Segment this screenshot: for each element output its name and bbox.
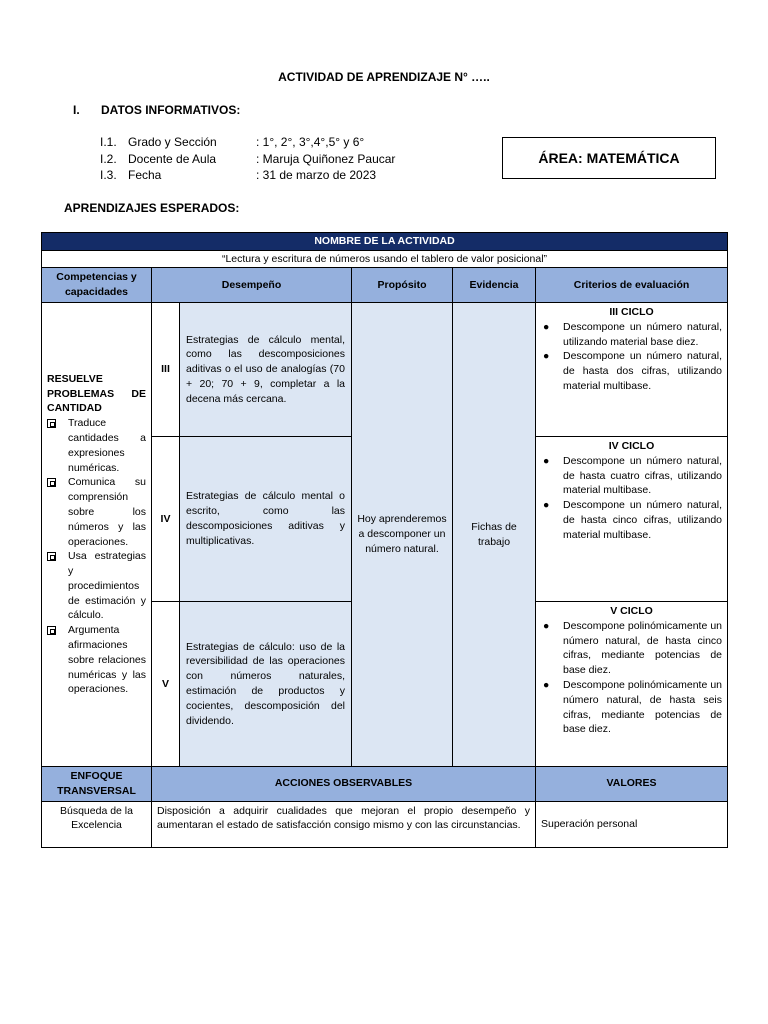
info-row-grado xyxy=(100,135,364,149)
header-desempeno: Desempeño xyxy=(152,268,352,303)
competencia-title: RESUELVE PROBLEMAS DE CANTIDAD xyxy=(47,372,146,415)
capacidad-text: Comunica su comprensión sobre los números y las operaciones. xyxy=(68,476,146,548)
header-criterios: Criterios de evaluación xyxy=(536,268,728,303)
header-proposito: Propósito xyxy=(352,268,453,303)
capacidad-text: Argumenta afirmaciones sobre relaciones numéricas y las operaciones. xyxy=(68,624,146,696)
section-number: I. xyxy=(73,103,80,117)
info-value: : 31 de marzo de 2023 xyxy=(256,168,377,182)
criterio-item: ● Descompone un número natural, de hasta cinco cifras, utilizando material multibase. xyxy=(543,499,723,541)
header-competencias: Competencias y capacidades xyxy=(42,268,152,303)
valores-cell: Superación personal xyxy=(536,801,728,847)
proposito-cell: Hoy aprenderemos a descomponer un número natural. xyxy=(352,303,453,767)
section-datos-informativos xyxy=(73,103,240,117)
capacidad-item xyxy=(47,623,146,697)
competencias-cell xyxy=(42,303,152,767)
info-label: Docente de Aula xyxy=(128,152,217,166)
ciclo-heading: V CICLO xyxy=(610,605,653,617)
checkbox-icon xyxy=(47,552,56,561)
header-evidencia: Evidencia xyxy=(453,268,536,303)
desempeno-text: Estrategias de cálculo mental o escrito, como las descomposiciones aditivas y multiplicativas. xyxy=(180,437,352,602)
criterios-cell xyxy=(536,602,728,767)
info-label: Grado y Sección xyxy=(128,135,217,149)
checkbox-icon xyxy=(47,626,56,635)
capacidad-text: Usa estrategias y procedimientos de estimación y cálculo. xyxy=(68,550,146,622)
criterio-item: ● Descompone un número natural, de hasta cuatro cifras, utilizando material multibase. xyxy=(543,454,723,497)
criterio-item: ● Descompone polinómicamente un número natural, de hasta cinco cifras, mediante potencias de base diez. xyxy=(543,619,723,677)
evidencia-cell: Fichas de trabajo xyxy=(453,303,536,767)
acciones-cell: Disposición a adquirir cualidades que mejoran el propio desempeño y aumentaran el estado de satisfacción consigo mismo y con las circunstancias. xyxy=(152,801,536,847)
info-row-fecha xyxy=(100,168,376,182)
bullet-icon: ● xyxy=(543,454,550,467)
enfoque-cell: Búsqueda de la Excelencia xyxy=(42,801,152,847)
info-label: Fecha xyxy=(128,168,162,182)
bullet-icon: ● xyxy=(543,678,550,691)
ciclo-label: IV xyxy=(152,437,180,602)
header-acciones: ACCIONES OBSERVABLES xyxy=(152,767,536,802)
info-num: I.3. xyxy=(100,168,117,182)
criterios-cell xyxy=(536,437,728,602)
bullet-icon: ● xyxy=(543,320,550,333)
ciclo-label: V xyxy=(152,602,180,767)
capacidad-item xyxy=(47,416,146,475)
criterio-item: ● Descompone un número natural, de hasta dos cifras, utilizando material multibase. xyxy=(543,350,723,392)
area-box: ÁREA: MATEMÁTICA xyxy=(502,137,716,179)
info-num: I.1. xyxy=(100,135,117,149)
criterio-item: ● Descompone polinómicamente un número natural, de hasta seis cifras, mediante potencias de base diez. xyxy=(543,678,723,736)
ciclo-heading: III CICLO xyxy=(609,306,654,318)
document-title: ACTIVIDAD DE APRENDIZAJE N° ….. xyxy=(278,70,490,84)
ciclo-heading: IV CICLO xyxy=(608,440,655,452)
bullet-icon: ● xyxy=(543,619,550,632)
nombre-actividad-value: “Lectura y escritura de números usando el tablero de valor posicional” xyxy=(42,251,728,268)
capacidad-item xyxy=(47,475,146,549)
checkbox-icon xyxy=(47,478,56,487)
aprendizajes-heading: APRENDIZAJES ESPERADOS: xyxy=(64,201,240,215)
desempeno-text: Estrategias de cálculo: uso de la reversibilidad de las operaciones con números naturales, estimación de productos y cocientes, descomposición del dividendo. xyxy=(180,602,352,767)
checkbox-icon xyxy=(47,419,56,428)
info-row-docente xyxy=(100,152,395,166)
desempeno-text: Estrategias de cálculo mental, como las descomposiciones aditivas o el uso de analogías (70 + 20; 70 + 9, completar a la decena más cercana. xyxy=(180,303,352,437)
criterio-item: ● Descompone un número natural, utilizando material base diez. xyxy=(543,320,723,348)
info-num: I.2. xyxy=(100,152,117,166)
bullet-icon: ● xyxy=(543,499,550,512)
bullet-icon: ● xyxy=(543,350,550,363)
header-valores: VALORES xyxy=(536,767,728,802)
activity-table xyxy=(41,232,728,848)
capacidad-item xyxy=(47,549,146,623)
info-value: : Maruja Quiñonez Paucar xyxy=(256,152,396,166)
ciclo-label: III xyxy=(152,303,180,437)
capacidad-text: Traduce cantidades a expresiones numéricas. xyxy=(68,417,146,474)
criterios-cell xyxy=(536,303,728,437)
section-title: DATOS INFORMATIVOS: xyxy=(101,103,241,117)
header-enfoque: ENFOQUE TRANSVERSAL xyxy=(42,767,152,802)
nombre-actividad-header: NOMBRE DE LA ACTIVIDAD xyxy=(42,233,728,251)
info-value: : 1°, 2°, 3°,4°,5° y 6° xyxy=(256,135,365,149)
